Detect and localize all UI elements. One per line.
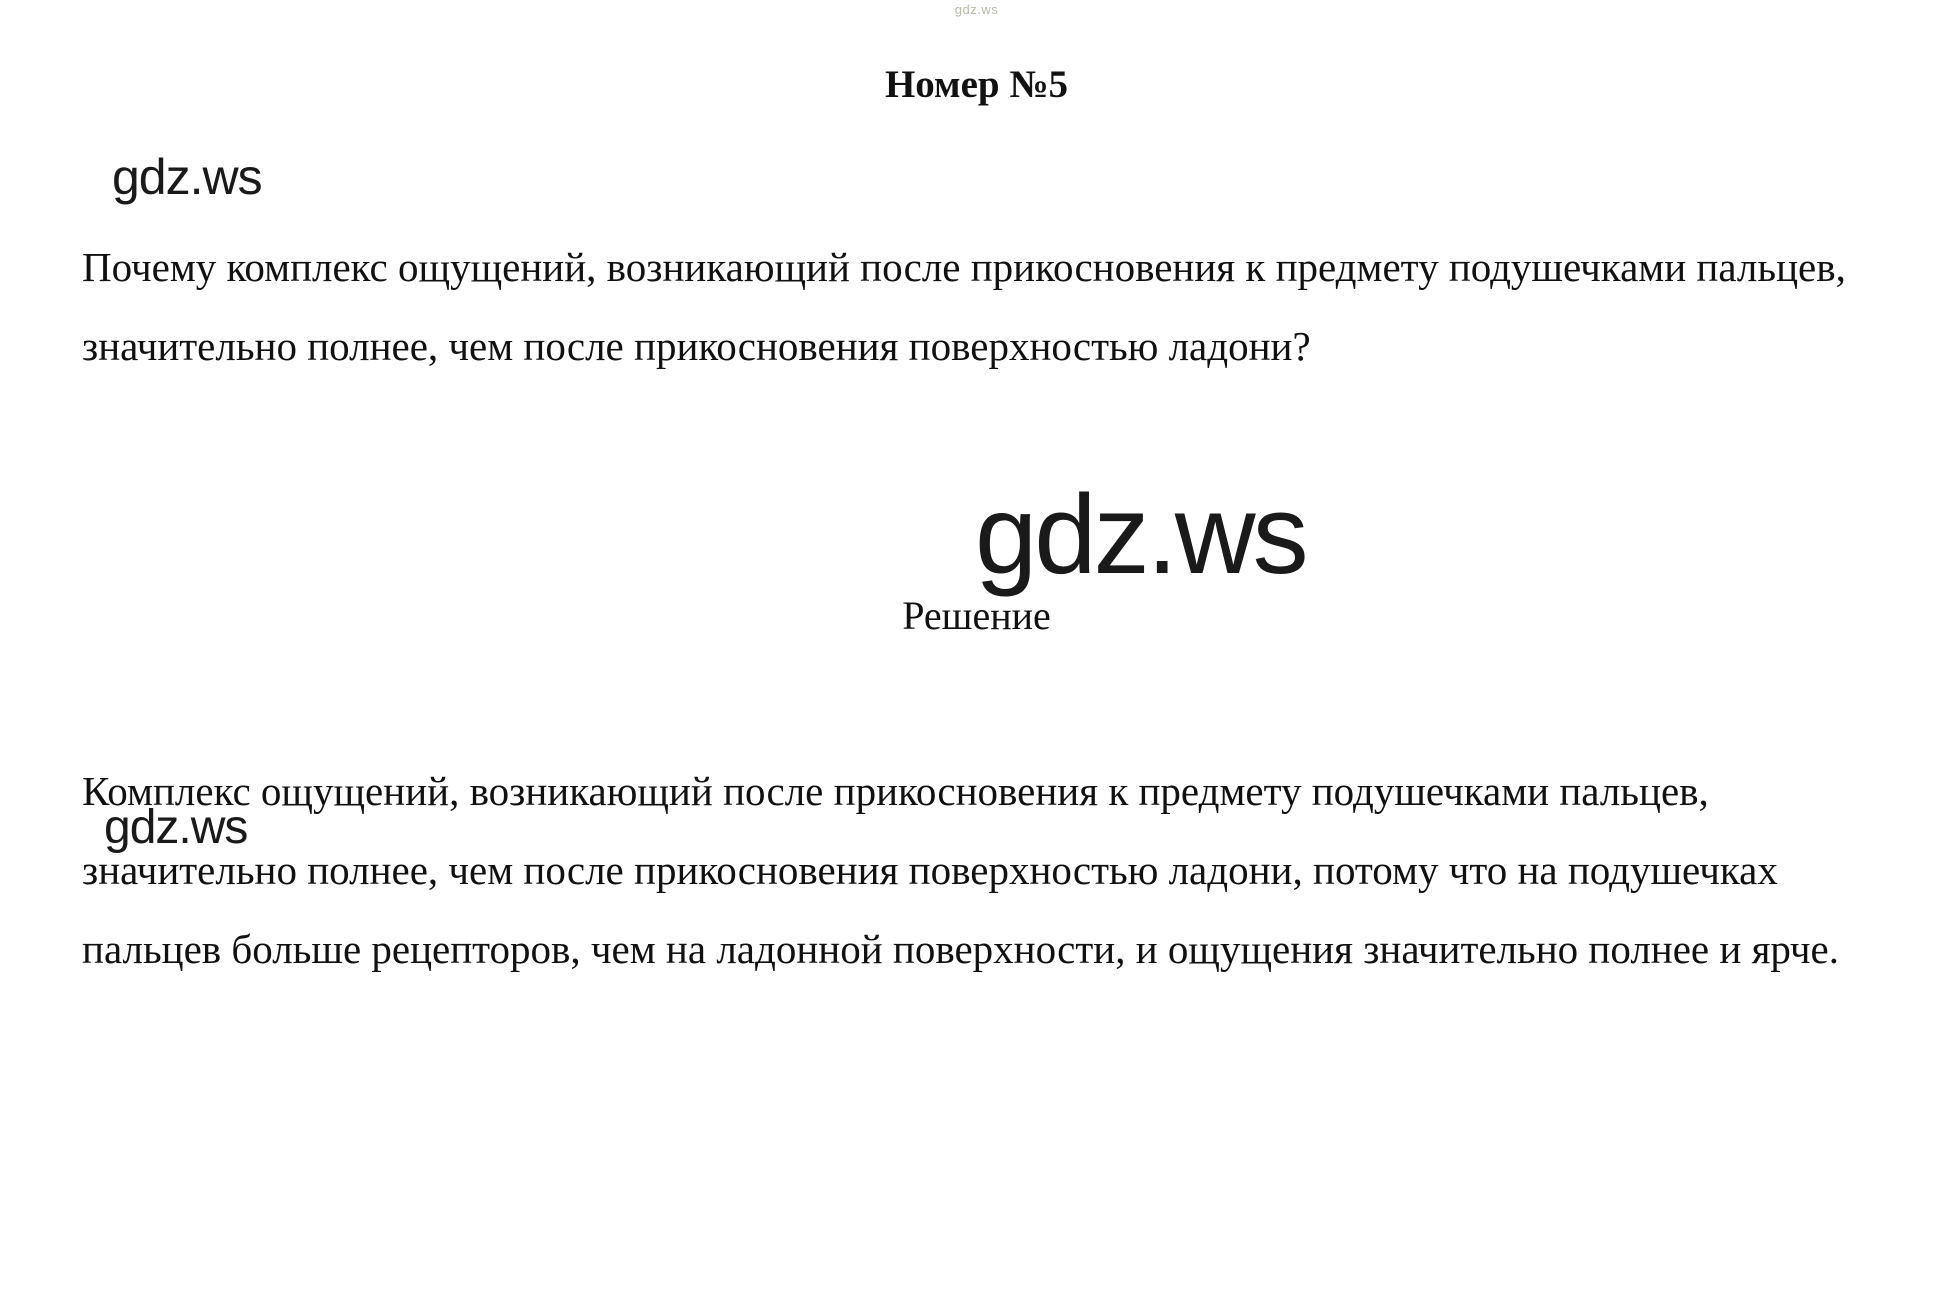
watermark-gdz-1: gdz.ws: [112, 149, 262, 205]
question-text: Почему комплекс ощущений, возникающий после прикосновения к предмету подушечками пальцев, значительно полнее, чем после прикосновения поверхностью ладони?: [82, 244, 1846, 369]
watermark-gdz-3: gdz.ws: [104, 801, 248, 854]
page-title: Номер №5: [884, 63, 1069, 106]
question-block: [82, 228, 1872, 385]
answer-block: [82, 752, 1882, 989]
solution-heading: Решение: [902, 593, 1051, 638]
watermark-top-label: gdz.ws: [954, 2, 999, 17]
watermark-gdz-2: gdz.ws: [975, 472, 1306, 597]
answer-text: Комплекс ощущений, возникающий после прикосновения к предмету подушечками пальцев, значительно полнее, чем после прикосновения поверхностью ладони, потому что на подушечках пальцев больше рецепторов, чем на ладонной поверхности, и ощущения значительно полнее и ярче.: [82, 768, 1839, 973]
